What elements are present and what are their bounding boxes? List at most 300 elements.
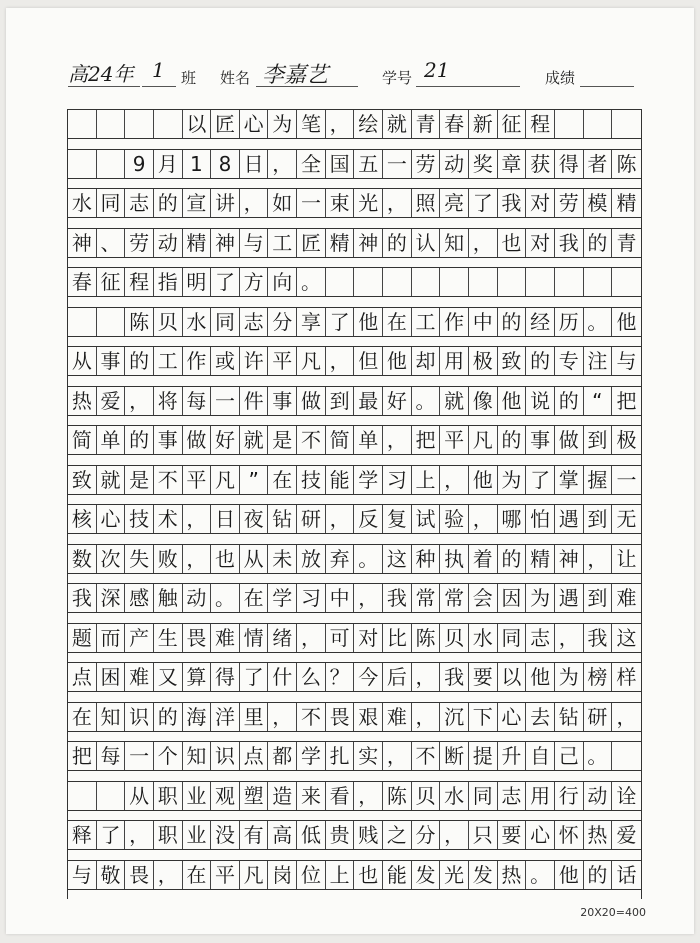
grid-cell: 只 bbox=[469, 821, 498, 849]
grid-cell: 将 bbox=[154, 387, 183, 415]
grid-cell: 一 bbox=[125, 742, 154, 770]
grid-cell: 我 bbox=[383, 584, 412, 612]
grid-cell: 不 bbox=[297, 426, 326, 454]
grid-cell: 神 bbox=[555, 545, 584, 573]
grid-cell: 是 bbox=[268, 426, 297, 454]
grid-cell: 上 bbox=[326, 861, 355, 889]
grid-cell: 掌 bbox=[555, 466, 584, 494]
grid-cell: 到 bbox=[584, 584, 613, 612]
grid-cell: 享 bbox=[297, 308, 326, 336]
grid-cell: 简 bbox=[68, 426, 97, 454]
grid-cell: 术 bbox=[154, 505, 183, 533]
grid-cell: 题 bbox=[68, 624, 97, 652]
grid-cell: 不 bbox=[412, 742, 441, 770]
grid-cell: 同 bbox=[211, 308, 240, 336]
grid-cell: 、 bbox=[97, 229, 126, 257]
grid-cell: 历 bbox=[555, 308, 584, 336]
grid-cell: ， bbox=[584, 545, 613, 573]
grid-cell: 无 bbox=[616, 507, 637, 531]
grid-cell: 学 bbox=[268, 584, 297, 612]
grid-cell: 绪 bbox=[268, 624, 297, 652]
grid-cell: 获 bbox=[526, 150, 555, 178]
grid-cell: 宣 bbox=[183, 189, 212, 217]
grid-cell: 爱 bbox=[616, 823, 637, 847]
grid-cell: 与 bbox=[240, 229, 269, 257]
grid-row bbox=[68, 741, 641, 771]
grid-cell: 要 bbox=[498, 821, 527, 849]
grid-cell: ， bbox=[616, 704, 637, 729]
grid-cell: 征 bbox=[498, 110, 527, 138]
grid-cell: 哪 bbox=[498, 505, 527, 533]
grid-cell: 匠 bbox=[211, 110, 240, 138]
grid-cell: ， bbox=[240, 189, 269, 217]
grid-cell: 在 bbox=[68, 703, 97, 731]
grid-cell: ， bbox=[555, 624, 584, 652]
grid-cell: 束 bbox=[326, 189, 355, 217]
grid-cell: 神 bbox=[68, 229, 97, 257]
grid-cell: 诠 bbox=[616, 783, 637, 808]
grid-cell bbox=[612, 268, 641, 296]
grid-cell: 能 bbox=[383, 861, 412, 889]
grid-cell: 提 bbox=[469, 742, 498, 770]
grid-cell: 神 bbox=[354, 229, 383, 257]
grid-cell: 因 bbox=[498, 584, 527, 612]
score-underline bbox=[580, 86, 634, 87]
grid-cell: 一 bbox=[383, 150, 412, 178]
grid-cell: ， bbox=[326, 347, 355, 375]
grid-cell: 认 bbox=[412, 229, 441, 257]
grid-cell: 专 bbox=[555, 347, 584, 375]
grid-cell: 做 bbox=[183, 426, 212, 454]
grid-cell: 精 bbox=[616, 191, 637, 215]
grid-cell: 握 bbox=[584, 466, 613, 494]
grid-cell: 陈 bbox=[412, 624, 441, 652]
grid-cell: 者 bbox=[584, 150, 613, 178]
grid-cell: 。 bbox=[584, 308, 613, 336]
grid-cell: 贝 bbox=[154, 308, 183, 336]
grid-cell: 从 bbox=[68, 347, 97, 375]
grid-cell: 能 bbox=[326, 466, 355, 494]
grid-cell bbox=[68, 150, 97, 178]
grid-cell: 常 bbox=[440, 584, 469, 612]
grid-cell: 爱 bbox=[97, 387, 126, 415]
grid-cell: 发 bbox=[412, 861, 441, 889]
grid-cell: 而 bbox=[97, 624, 126, 652]
grid-cell: 识 bbox=[211, 742, 240, 770]
grid-cell: 如 bbox=[268, 189, 297, 217]
grid-cell: 像 bbox=[469, 387, 498, 415]
grid-cell: 数 bbox=[68, 545, 97, 573]
grid-cell: 平 bbox=[440, 426, 469, 454]
grid-cell: ， bbox=[183, 545, 212, 573]
grid-cell: 了 bbox=[526, 466, 555, 494]
grid-cell: 一 bbox=[211, 387, 240, 415]
grid-cell: 平 bbox=[183, 466, 212, 494]
grid-row bbox=[68, 109, 641, 139]
class-label: 班 bbox=[181, 69, 197, 87]
grid-cell: 或 bbox=[211, 347, 240, 375]
grid-cell: “ bbox=[584, 387, 613, 415]
grid-cell: ， bbox=[183, 505, 212, 533]
grid-cell: 的 bbox=[555, 387, 584, 415]
grid-cell: 都 bbox=[268, 742, 297, 770]
grid-row bbox=[68, 781, 641, 811]
grid-cell: 海 bbox=[183, 703, 212, 731]
grid-row bbox=[68, 346, 641, 376]
grid-cell: 照 bbox=[412, 189, 441, 217]
grid-cell: 程 bbox=[526, 110, 555, 138]
grid-cell: 光 bbox=[440, 861, 469, 889]
grid-cell: 水 bbox=[440, 782, 469, 810]
grid-cell: 不 bbox=[297, 703, 326, 731]
grid-cell: 每 bbox=[97, 742, 126, 770]
grid-cell: 么 bbox=[297, 663, 326, 691]
grid-cell: 极 bbox=[469, 347, 498, 375]
grid-cell: 水 bbox=[68, 189, 97, 217]
grid-cell: 精 bbox=[183, 229, 212, 257]
grid-cell: 情 bbox=[240, 624, 269, 652]
grid-cell: 平 bbox=[268, 347, 297, 375]
grid-cell: 到 bbox=[584, 426, 613, 454]
grid-cell: 去 bbox=[526, 703, 555, 731]
score-label: 成绩 bbox=[545, 69, 576, 87]
grid-cell: 在 bbox=[383, 308, 412, 336]
grid-cell: 。 bbox=[584, 742, 613, 770]
grid-cell: ， bbox=[412, 663, 441, 691]
grid-cell: 了 bbox=[97, 821, 126, 849]
grid-cell bbox=[383, 268, 412, 296]
grid-cell: 志 bbox=[125, 189, 154, 217]
grid-cell: 单 bbox=[354, 426, 383, 454]
grid-cell: ， bbox=[383, 426, 412, 454]
grid-cell: 从 bbox=[240, 545, 269, 573]
grid-cell: 怀 bbox=[555, 821, 584, 849]
grid-cell: 榜 bbox=[584, 663, 613, 691]
grid-cell: 弃 bbox=[326, 545, 355, 573]
grid-cell: 同 bbox=[498, 624, 527, 652]
grid-cell: ， bbox=[326, 505, 355, 533]
grid-cell: 动 bbox=[183, 584, 212, 612]
grid-cell: 好 bbox=[211, 426, 240, 454]
grid-cell: 就 bbox=[440, 387, 469, 415]
grid-cell: 把 bbox=[412, 426, 441, 454]
grid-cell: 上 bbox=[412, 466, 441, 494]
grid-cell: 为 bbox=[498, 466, 527, 494]
grid-cell: 匠 bbox=[297, 229, 326, 257]
grid-cell: 要 bbox=[469, 663, 498, 691]
grid-cell: 青 bbox=[412, 110, 441, 138]
grid-cell: 经 bbox=[526, 308, 555, 336]
grid-row bbox=[68, 702, 641, 732]
grid-cell: 艰 bbox=[354, 703, 383, 731]
grid-cell: 低 bbox=[297, 821, 326, 849]
grid-cell: 的 bbox=[498, 426, 527, 454]
grid-cell: 中 bbox=[469, 308, 498, 336]
grid-row bbox=[68, 267, 641, 297]
grid-cell: 到 bbox=[584, 505, 613, 533]
grid-cell: 的 bbox=[125, 426, 154, 454]
grid-cell: 技 bbox=[297, 466, 326, 494]
grid-cell: 春 bbox=[68, 268, 97, 296]
grid-cell: 心 bbox=[97, 505, 126, 533]
grid-cell: 陈 bbox=[383, 782, 412, 810]
grid-cell: 畏 bbox=[125, 861, 154, 889]
grid-cell: ， bbox=[297, 624, 326, 652]
grid-cell bbox=[326, 268, 355, 296]
grid-cell: 也 bbox=[211, 545, 240, 573]
grid-row bbox=[68, 820, 641, 850]
grid-cell: 程 bbox=[125, 268, 154, 296]
grid-cell: 扎 bbox=[326, 742, 355, 770]
grid-cell bbox=[555, 110, 584, 138]
grid-cell: 在 bbox=[268, 466, 297, 494]
grid-cell: 日 bbox=[211, 505, 240, 533]
grid-cell: 核 bbox=[68, 505, 97, 533]
grid-cell: 全 bbox=[297, 150, 326, 178]
grid-cell bbox=[125, 110, 154, 138]
grid-cell: 来 bbox=[297, 782, 326, 810]
grid-cell: 动 bbox=[584, 782, 613, 810]
grid-cell: 怕 bbox=[526, 505, 555, 533]
grid-row bbox=[68, 583, 641, 613]
grid-cell: 心 bbox=[526, 821, 555, 849]
grid-cell: 塑 bbox=[240, 782, 269, 810]
grid-cell: 钻 bbox=[268, 505, 297, 533]
grid-cell: 职 bbox=[154, 782, 183, 810]
grid-cell: 识 bbox=[125, 703, 154, 731]
grid-cell: 知 bbox=[97, 703, 126, 731]
grid-cell: 困 bbox=[97, 663, 126, 691]
grid-cell: 单 bbox=[97, 426, 126, 454]
grid-cell: 畏 bbox=[326, 703, 355, 731]
grid-cell: 用 bbox=[526, 782, 555, 810]
grid-cell: 难 bbox=[211, 624, 240, 652]
grid-cell: 。 bbox=[526, 861, 555, 889]
grid-cell: 贝 bbox=[440, 624, 469, 652]
class-value: 1 bbox=[152, 58, 165, 82]
grid-cell bbox=[555, 268, 584, 296]
grid-cell: ， bbox=[125, 387, 154, 415]
grid-row bbox=[68, 544, 641, 574]
grid-cell: 的 bbox=[154, 189, 183, 217]
grid-cell: 为 bbox=[526, 584, 555, 612]
grid-cell: 让 bbox=[616, 546, 637, 571]
grid-cell: 动 bbox=[440, 150, 469, 178]
grid-cell: 这 bbox=[616, 625, 637, 650]
grid-cell: 以 bbox=[183, 110, 212, 138]
class-prefix-underline bbox=[68, 86, 140, 87]
grid-cell: 陈 bbox=[125, 308, 154, 336]
grid-cell bbox=[354, 268, 383, 296]
grid-cell: 方 bbox=[240, 268, 269, 296]
grid-cell: ， bbox=[154, 861, 183, 889]
name-value: 李嘉艺 bbox=[262, 63, 329, 88]
grid-cell: 之 bbox=[383, 821, 412, 849]
grid-cell bbox=[584, 268, 613, 296]
grid-cell: 的 bbox=[383, 229, 412, 257]
grid-cell: 明 bbox=[183, 268, 212, 296]
grid-cell: 但 bbox=[354, 347, 383, 375]
grid-cell: 贱 bbox=[354, 821, 383, 849]
grid-cell: 以 bbox=[498, 663, 527, 691]
class-underline bbox=[142, 86, 176, 87]
grid-cell: 的 bbox=[584, 229, 613, 257]
grid-cell: ， bbox=[125, 821, 154, 849]
grid-cell: 看 bbox=[326, 782, 355, 810]
grid-cell: 。 bbox=[412, 387, 441, 415]
grid-cell: 常 bbox=[412, 584, 441, 612]
grid-cell: 光 bbox=[354, 189, 383, 217]
grid-cell: 的 bbox=[498, 545, 527, 573]
grid-cell: 工 bbox=[154, 347, 183, 375]
grid-cell: 最 bbox=[354, 387, 383, 415]
grid-cell bbox=[440, 268, 469, 296]
grid-cell: ， bbox=[412, 703, 441, 731]
grid-cell: 志 bbox=[498, 782, 527, 810]
grid-cell: 把 bbox=[616, 388, 637, 413]
grid-cell: 为 bbox=[555, 663, 584, 691]
grid-cell: 模 bbox=[584, 189, 613, 217]
grid-cell: 我 bbox=[555, 229, 584, 257]
grid-cell: 一 bbox=[616, 467, 637, 492]
grid-cell: 致 bbox=[68, 466, 97, 494]
grid-cell bbox=[469, 268, 498, 296]
grid-cell: 业 bbox=[183, 821, 212, 849]
grid-cell: 对 bbox=[354, 624, 383, 652]
grid-cell: 就 bbox=[97, 466, 126, 494]
grid-cell: ， bbox=[383, 742, 412, 770]
grid-cell: 动 bbox=[154, 229, 183, 257]
grid-cell: 精 bbox=[326, 229, 355, 257]
grid-cell: 夜 bbox=[240, 505, 269, 533]
grid-cell: 也 bbox=[498, 229, 527, 257]
grid-cell: 的 bbox=[584, 861, 613, 889]
grid-cell: 算 bbox=[183, 663, 212, 691]
grid-cell: 却 bbox=[412, 347, 441, 375]
grid-cell: 遇 bbox=[555, 584, 584, 612]
class-prefix: 高24年 bbox=[68, 62, 134, 86]
grid-cell: 放 bbox=[297, 545, 326, 573]
grid-cell: 用 bbox=[440, 347, 469, 375]
grid-cell: 平 bbox=[211, 861, 240, 889]
grid-cell: 也 bbox=[354, 861, 383, 889]
grid-cell: 没 bbox=[211, 821, 240, 849]
grid-cell: ， bbox=[440, 821, 469, 849]
grid-cell: 点 bbox=[68, 663, 97, 691]
grid-cell: 得 bbox=[211, 663, 240, 691]
grid-cell: 9 bbox=[125, 150, 154, 178]
grid-cell: 绘 bbox=[354, 110, 383, 138]
grid-cell: 下 bbox=[469, 703, 498, 731]
grid-cell: 凡 bbox=[211, 466, 240, 494]
grid-cell: 不 bbox=[154, 466, 183, 494]
grid-cell: 触 bbox=[154, 584, 183, 612]
grid-cell: 畏 bbox=[183, 624, 212, 652]
grid-cell bbox=[97, 308, 126, 336]
grid-cell: ， bbox=[354, 782, 383, 810]
grid-cell bbox=[97, 150, 126, 178]
grid-cell: 敬 bbox=[97, 861, 126, 889]
grid-cell: 样 bbox=[616, 665, 637, 689]
grid-cell: 着 bbox=[469, 545, 498, 573]
grid-cell: 每 bbox=[183, 387, 212, 415]
grid-cell: 的 bbox=[526, 347, 555, 375]
grid-cell: 贝 bbox=[412, 782, 441, 810]
grid-cell: 劳 bbox=[555, 189, 584, 217]
grid-row bbox=[68, 228, 641, 258]
grid-cell: ？ bbox=[326, 663, 355, 691]
grid-count-note: 20X20=400 bbox=[580, 906, 646, 919]
grid-cell: 习 bbox=[297, 584, 326, 612]
grid-cell: 为 bbox=[268, 110, 297, 138]
grid-cell: 遇 bbox=[555, 505, 584, 533]
grid-cell: 青 bbox=[616, 230, 637, 255]
grid-cell: 贵 bbox=[326, 821, 355, 849]
grid-cell: 月 bbox=[154, 150, 183, 178]
grid-cell: 一 bbox=[297, 189, 326, 217]
grid-cell: 会 bbox=[469, 584, 498, 612]
grid-cell: 凡 bbox=[240, 861, 269, 889]
grid-cell bbox=[97, 782, 126, 810]
grid-cell: 奖 bbox=[469, 150, 498, 178]
id-value: 21 bbox=[424, 58, 450, 82]
grid-cell: 的 bbox=[154, 703, 183, 731]
grid-cell: ， bbox=[469, 229, 498, 257]
grid-cell: 把 bbox=[68, 742, 97, 770]
grid-cell: 未 bbox=[268, 545, 297, 573]
grid-cell: 个 bbox=[154, 742, 183, 770]
grid-cell: 极 bbox=[616, 428, 637, 452]
grid-cell bbox=[154, 110, 183, 138]
grid-cell bbox=[68, 782, 97, 810]
grid-cell: 说 bbox=[526, 387, 555, 415]
grid-cell: 志 bbox=[526, 624, 555, 652]
grid-cell: 同 bbox=[97, 189, 126, 217]
grid-cell: 今 bbox=[354, 663, 383, 691]
grid-cell: 他 bbox=[354, 308, 383, 336]
grid-cell: 同 bbox=[469, 782, 498, 810]
grid-cell bbox=[68, 110, 97, 138]
grid-cell: 在 bbox=[240, 584, 269, 612]
name-underline bbox=[256, 86, 358, 87]
grid-cell: 话 bbox=[616, 862, 637, 887]
grid-cell: 精 bbox=[526, 545, 555, 573]
grid-cell: 技 bbox=[125, 505, 154, 533]
grid-cell: 实 bbox=[354, 742, 383, 770]
grid-cell bbox=[97, 110, 126, 138]
grid-cell: 我 bbox=[440, 663, 469, 691]
grid-cell: 观 bbox=[211, 782, 240, 810]
grid-cell: 钻 bbox=[555, 703, 584, 731]
grid-cell: 工 bbox=[412, 308, 441, 336]
grid-cell: 事 bbox=[97, 347, 126, 375]
grid-cell: 造 bbox=[268, 782, 297, 810]
grid-cell: 五 bbox=[354, 150, 383, 178]
grid-row bbox=[68, 465, 641, 495]
grid-cell: 岗 bbox=[268, 861, 297, 889]
grid-cell: 国 bbox=[326, 150, 355, 178]
grid-cell: 8 bbox=[211, 150, 240, 178]
grid-cell: 与 bbox=[616, 349, 637, 373]
grid-cell: 志 bbox=[240, 308, 269, 336]
grid-cell: 做 bbox=[297, 387, 326, 415]
grid-cell: 热 bbox=[584, 821, 613, 849]
grid-cell: 研 bbox=[584, 703, 613, 731]
grid-cell: 失 bbox=[125, 545, 154, 573]
grid-cell: 断 bbox=[440, 742, 469, 770]
grid-cell: 自 bbox=[526, 742, 555, 770]
grid-cell: 许 bbox=[240, 347, 269, 375]
